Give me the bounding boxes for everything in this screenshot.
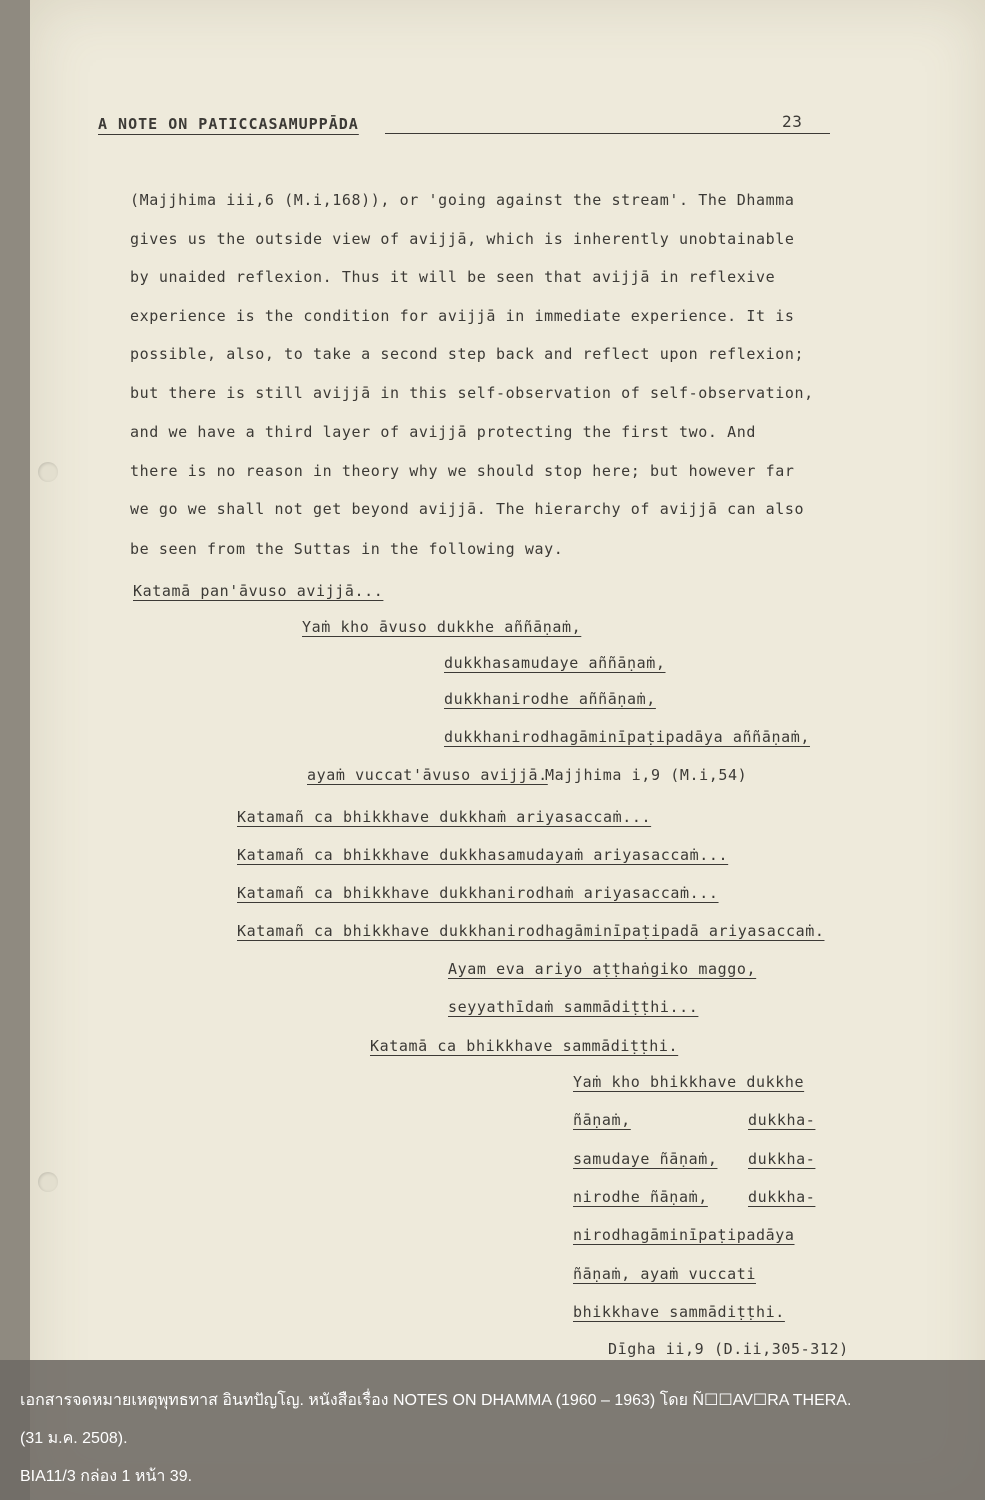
quote-closing: ayaṁ vuccat'āvuso avijjā. xyxy=(307,766,548,784)
body-line: (Majjhima iii,6 (M.i,168)), or 'going against the stream'. The Dhamma xyxy=(130,191,795,209)
sutta-line: Katamañ ca bhikkhave dukkhasamudayaṁ ariyasaccaṁ... xyxy=(237,846,729,864)
punch-hole xyxy=(38,462,58,482)
page-number: 23 xyxy=(782,112,803,131)
sutta-line: Katamañ ca bhikkhave dukkhanirodhagāminīpaṭipadā ariyasaccaṁ. xyxy=(237,922,825,940)
sutta-answer-line: ñāṇaṁ, xyxy=(573,1111,631,1129)
caption-line-3: BIA11/3 กล่อง 1 หน้า 39. xyxy=(20,1468,193,1485)
punch-hole xyxy=(38,1172,58,1192)
body-line: there is no reason in theory why we should stop here; but however far xyxy=(130,462,795,480)
body-line: by unaided reflexion. Thus it will be seen that avijjā in reflexive xyxy=(130,268,776,286)
sutta-line: Katamañ ca bhikkhave dukkhaṁ ariyasaccaṁ... xyxy=(237,808,652,826)
sutta-question: Katamā ca bhikkhave sammādiṭṭhi. xyxy=(370,1037,679,1055)
quote-line: dukkhanirodhagāminīpaṭipadāya aññāṇaṁ, xyxy=(444,728,810,746)
quote-reference: Majjhima i,9 (M.i,54) xyxy=(545,766,748,784)
sutta-path-line: Ayam eva ariyo aṭṭhaṅgiko maggo, xyxy=(448,960,757,978)
sutta-answer-line: samudaye ñāṇaṁ, xyxy=(573,1150,718,1168)
sutta-answer-hyphen: dukkha- xyxy=(748,1188,816,1206)
sutta-path-line: seyyathīdaṁ sammādiṭṭhi... xyxy=(448,998,699,1016)
quote-line: dukkhanirodhe aññāṇaṁ, xyxy=(444,690,656,708)
body-line: possible, also, to take a second step back and reflect upon reflexion; xyxy=(130,345,805,363)
sutta-answer-line: nirodhagāminīpaṭipadāya xyxy=(573,1226,795,1244)
sutta-answer-line: bhikkhave sammādiṭṭhi. xyxy=(573,1303,785,1321)
quote-intro: Katamā pan'āvuso avijjā... xyxy=(133,582,384,600)
sutta-line: Katamañ ca bhikkhave dukkhanirodhaṁ ariyasaccaṁ... xyxy=(237,884,719,902)
running-header-title: A NOTE ON PATICCASAMUPPĀDA xyxy=(98,115,359,133)
caption-line-2: (31 ม.ค. 2508). xyxy=(20,1430,128,1447)
body-line: we go we shall not get beyond avijjā. The hierarchy of avijjā can also xyxy=(130,500,805,518)
header-rule xyxy=(385,133,830,134)
sutta-answer-hyphen: dukkha- xyxy=(748,1111,816,1129)
caption-line-1: เอกสารจดหมายเหตุพุทธทาส อินทปัญโญ. หนังสือเรื่อง NOTES ON DHAMMA (1960 – 1963) โดย Ñ☐☐AV☐RA THERA. xyxy=(20,1392,852,1409)
document-page xyxy=(30,0,985,1500)
body-line: experience is the condition for avijjā in immediate experience. It is xyxy=(130,307,795,325)
body-line: gives us the outside view of avijjā, which is inherently unobtainable xyxy=(130,230,795,248)
body-line: and we have a third layer of avijjā protecting the first two. And xyxy=(130,423,756,441)
body-line: but there is still avijjā in this self-observation of self-observation, xyxy=(130,384,814,402)
body-line: be seen from the Suttas in the following way. xyxy=(130,540,564,558)
sutta-answer-line: nirodhe ñāṇaṁ, xyxy=(573,1188,708,1206)
sutta-reference: Dīgha ii,9 (D.ii,305-312) xyxy=(608,1340,849,1358)
archive-caption xyxy=(0,1360,985,1500)
sutta-answer-line: Yaṁ kho bhikkhave dukkhe xyxy=(573,1073,805,1091)
quote-line: Yaṁ kho āvuso dukkhe aññāṇaṁ, xyxy=(302,618,582,636)
sutta-answer-hyphen: dukkha- xyxy=(748,1150,816,1168)
quote-line: dukkhasamudaye aññāṇaṁ, xyxy=(444,654,666,672)
sutta-answer-line: ñāṇaṁ, ayaṁ vuccati xyxy=(573,1265,756,1283)
